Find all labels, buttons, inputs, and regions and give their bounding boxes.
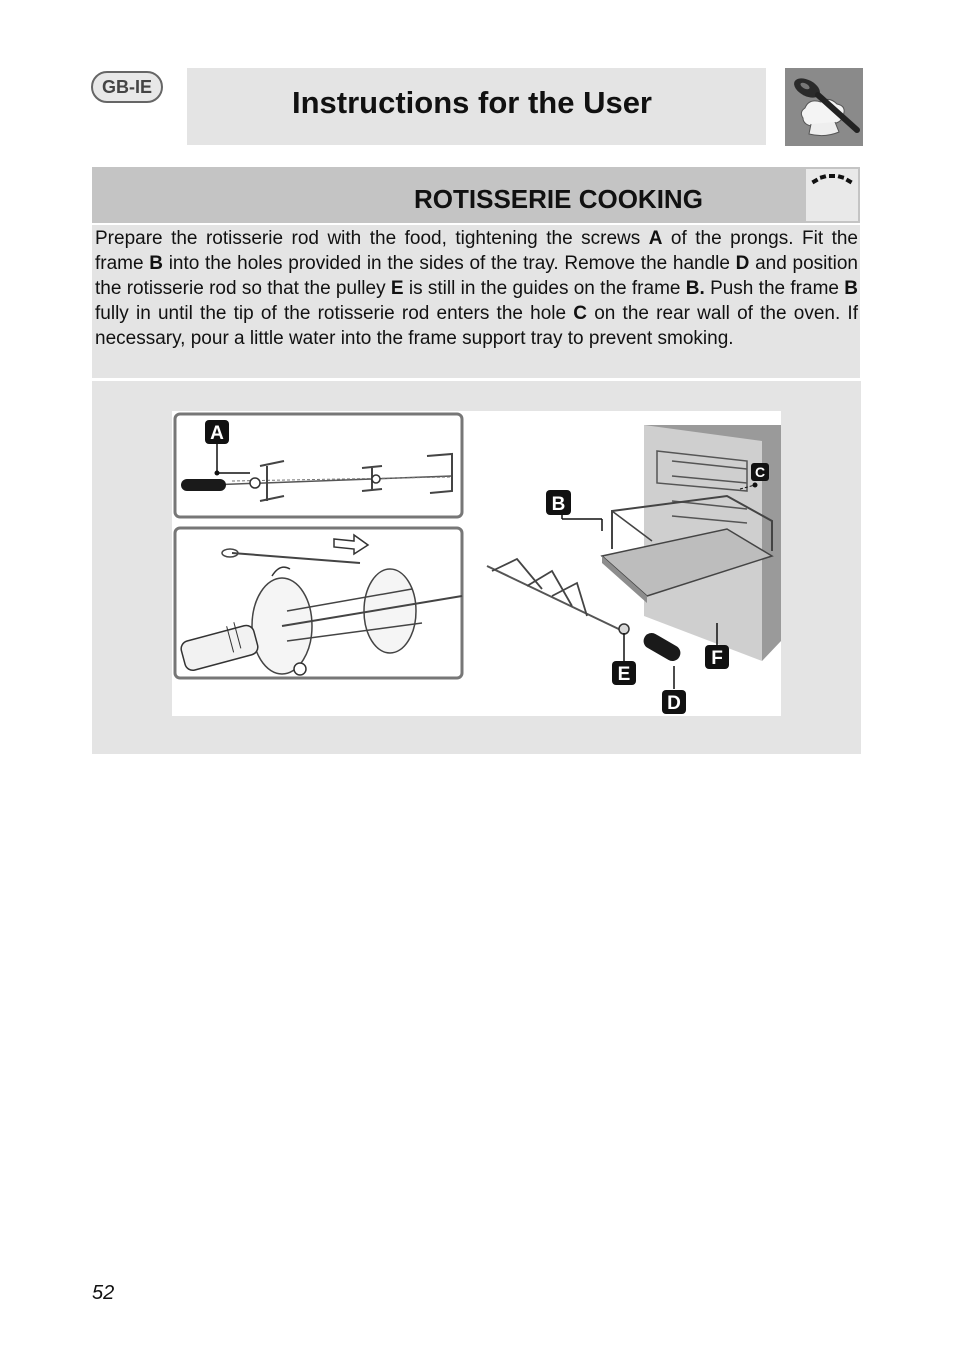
callout-e [612, 661, 636, 685]
text-run: Prepare the rotisserie rod with the food, tightening the screws [95, 228, 649, 249]
inset-assembly-panel [175, 528, 462, 678]
svg-text:D: D [667, 693, 681, 714]
text-run: of the prongs. Fit the frame [95, 228, 858, 274]
header-banner [187, 68, 766, 145]
svg-text:C: C [754, 464, 766, 480]
callout-letter: A [648, 228, 663, 249]
svg-text:F: F [711, 648, 723, 669]
rotisserie-heat-icon [806, 169, 858, 221]
callout-letter: B [844, 278, 858, 299]
svg-text:A: A [210, 423, 224, 444]
callout-letter: B [149, 253, 163, 274]
callout-letter: D [735, 253, 750, 274]
callout-a [205, 420, 229, 444]
text-run: and position the rotisserie rod so that the pulley [95, 253, 858, 299]
instructions-text-block [92, 225, 860, 378]
callout-d [662, 690, 686, 714]
callout-c [751, 463, 769, 481]
svg-text:E: E [617, 664, 631, 685]
instructions-paragraph [95, 226, 858, 351]
callout-letter: E [390, 278, 404, 299]
svg-text:B: B [551, 494, 566, 515]
text-run: into the holes provided in the sides of the tray. Remove the handle [163, 253, 736, 274]
figure-panel [92, 381, 861, 754]
text-run: on the rear wall of the oven. If necessary, pour a little water into the frame support tray to prevent smoking. [95, 303, 858, 349]
text-run: fully in until the tip of the rotisserie rod enters the hole [95, 303, 574, 324]
callout-f [705, 645, 729, 669]
text-run: is still in the guides on the frame [403, 278, 686, 299]
callout-letter: B. [685, 278, 705, 299]
chef-spoon-icon [785, 68, 863, 146]
rotisserie-assembly-illustration [172, 411, 781, 716]
page-title: Instructions for the User [292, 85, 652, 120]
page-number: 52 [92, 1282, 115, 1304]
callout-b [546, 490, 571, 515]
language-badge: GB-IE [91, 71, 163, 103]
illustration-drawing [172, 411, 781, 716]
section-title: ROTISSERIE COOKING [414, 184, 703, 214]
section-header [92, 167, 860, 223]
text-run: Push the frame [704, 278, 845, 299]
oven-drawing [487, 425, 781, 689]
callout-letter: C [573, 303, 588, 324]
